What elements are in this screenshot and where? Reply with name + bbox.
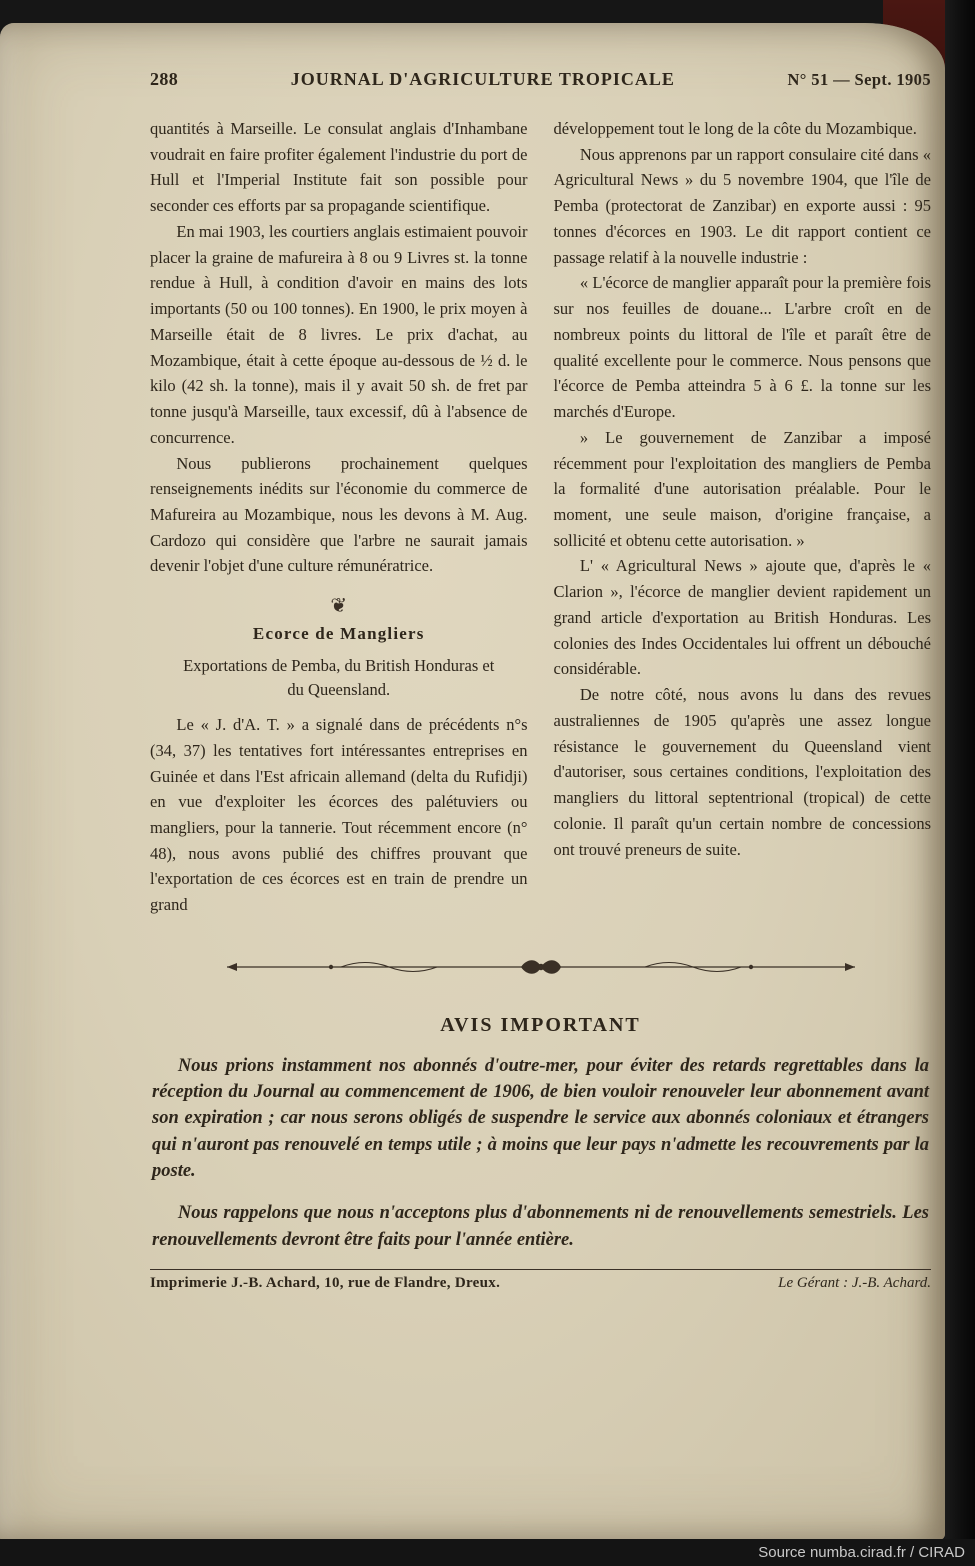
imprint-printer: Imprimerie J.-B. Achard, 10, rue de Flandre, Dreux. (150, 1274, 501, 1291)
section-subtitle: Exportations de Pemba, du British Honduras et du Queensland. (183, 656, 495, 700)
source-watermark: Source numba.cirad.fr / CIRAD (758, 1544, 965, 1561)
paragraph: Le « J. d'A. T. » a signalé dans de précédents n°s (34, 37) les tentatives fort intéressantes entreprises en Guinée et dans l'Est africain allemand (delta du Rufidji) en vue d'exploiter les écorces des palétuviers ou mangliers, pour la tannerie. Tout récemment encore (n° 48), nous avons publié des chiffres prouvant que l'exportation de ces écorces est en train de prendre un grand (150, 715, 528, 915)
paragraph: Nous publierons prochainement quelques renseignements inédits sur l'économie du commerce de Mafureira au Mozambique, nous les devons à M. Aug. Cardozo qui considère que l'arbre ne saurait jamais devenir l'objet d'une culture rémunératrice. (150, 453, 528, 576)
avis-title: AVIS IMPORTANT (440, 1013, 641, 1036)
page-number: 288 (150, 69, 179, 89)
right-column (554, 116, 932, 918)
paragraph: quantités à Marseille. Le consulat anglais d'Inhambane voudrait en faire profiter également l'industrie du port de Hull et l'Imperial Institute fait son possible pour seconder ces efforts par sa propagande scientifique. (150, 119, 528, 216)
paragraph: « L'écorce de manglier apparaît pour la première fois sur nos feuilles de douane... L'arbre croît en de nombreux points du littoral de l'île et paraît être de qualité excellente pour le commerce. Nous pensons que l'écorce de Pemba atteindra 5 à 6 £. la tonne sur les marchés d'Europe. (553, 273, 931, 422)
scan-right-gutter (945, 0, 975, 1566)
paragraph: » Le gouvernement de Zanzibar a imposé récemment pour l'exploitation des mangliers de Pemba la formalité d'une autorisation préalable. Pour le moment, une seule maison, d'origine française, a sollicité et obtenu cette autorisation. » (553, 427, 931, 550)
article-columns (150, 116, 931, 918)
page-header (150, 69, 931, 90)
divider-ornament-icon (221, 956, 861, 978)
section-heading: Ecorce de Mangliers (252, 624, 425, 644)
imprint-row (150, 1269, 931, 1292)
paragraph: En mai 1903, les courtiers anglais estimaient pouvoir placer la graine de mafureira à 8 ou 9 Livres st. la tonne rendue à Hull, à condition d'avoir en mains des lots importants (50 ou 100 tonnes). En 1900, le prix moyen à Marseille était de 8 livres. Le prix d'achat, au Mozambique, était à cette époque au-dessous de ½ d. le kilo (42 sh. la tonne), mais il y avait 50 sh. de fret par tonne jusqu'à Marseille, taux excessif, dû à l'absence de concurrence. (150, 221, 528, 447)
imprint-manager: Le Gérant : J.-B. Achard. (778, 1274, 931, 1291)
paragraph: développement tout le long de la côte du Mozambique. (553, 119, 917, 138)
paragraph: Nous apprenons par un rapport consulaire cité dans « Agricultural News » du 5 novembre 1904, que l'île de Pemba (protectorat de Zanzibar) en exporte aussi : 95 tonnes d'écorces en 1903. Le dit rapport contient ce passage relatif à la nouvelle industrie : (553, 144, 931, 267)
page-content (150, 69, 931, 1292)
paragraph: L' « Agricultural News » ajoute que, d'après le « Clarion », l'écorce de manglier devient rapidement un grand article d'exportation au British Honduras. Les colonies des Indes Occidentales lui offrent un débouché considérable. (553, 556, 931, 679)
journal-title: JOURNAL D'AGRICULTURE TROPICALE (290, 69, 675, 89)
left-column (150, 116, 528, 918)
fleuron-ornament-icon: ❦ (330, 595, 348, 618)
paper-page (0, 23, 945, 1540)
avis-paragraph: Nous rappelons que nous n'acceptons plus d'abonnements ni de renouvellements semestriels. Les renouvellements devront être faits pour l'année entière. (152, 1203, 929, 1250)
scan-bottom-strip (0, 1539, 975, 1566)
avis-paragraph: Nous prions instamment nos abonnés d'outre-mer, pour éviter des retards regrettables dans la réception du Journal au commencement de 1906, de bien vouloir renouveler leur abonnement avant son expiration ; car nous serons obligés de suspendre le service aux abonnés coloniaux et étrangers qui n'auront pas renouvelé en temps utile ; à moins que leur pays n'admette les recouvrements par la poste. (152, 1055, 929, 1181)
issue-info: N° 51 — Sept. 1905 (787, 70, 931, 89)
paragraph: De notre côté, nous avons lu dans des revues australiennes de 1905 qu'après une assez longue résistance le gouvernement du Queensland vient d'autoriser, sous certaines conditions, l'exploitation des mangliers du littoral septentrional (tropical) de cette colonie. Il paraît qu'un certain nombre de concessions ont trouvé preneurs de suite. (553, 685, 931, 859)
